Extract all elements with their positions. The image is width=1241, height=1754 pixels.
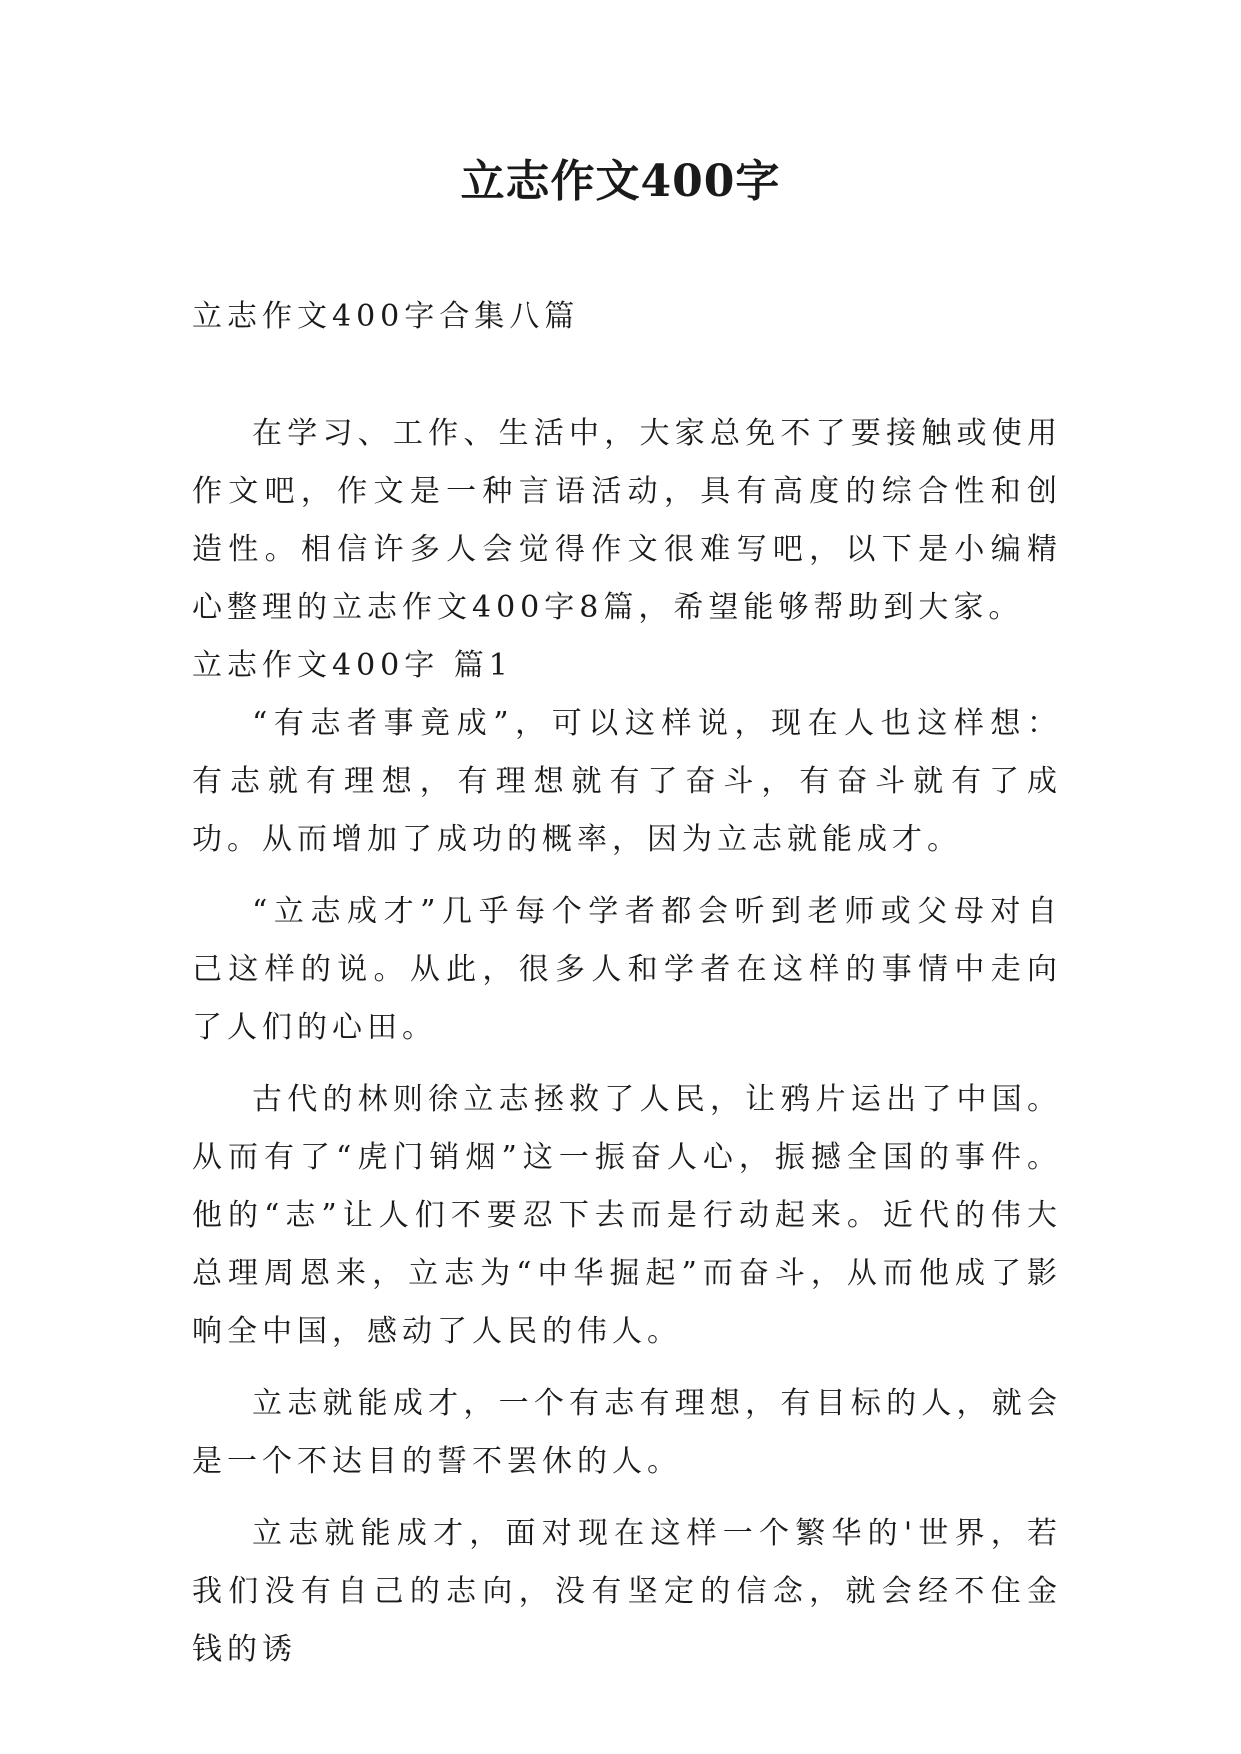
intro-paragraph: 在学习、工作、生活中，大家总免不了要接触或使用作文吧，作文是一种言语活动，具有高度的综合性和创造性。相信许多人会觉得作文很难写吧，以下是小编精心整理的立志作文400字8篇，希望能够帮助到大家。 (192, 416, 1062, 625)
body-paragraph: “有志者事竟成”，可以这样说，现在人也这样想：有志就有理想，有理想就有了奋斗，有奋斗就有了成功。从而增加了成功的概率，因为立志就能成才。 (192, 706, 1062, 857)
document-subtitle: 立志作文400字合集八篇 (192, 299, 580, 334)
body-paragraph: 立志就能成才，一个有志有理想，有目标的人，就会是一个不达目的誓不罢休的人。 (192, 1386, 1062, 1479)
document-title: 立志作文400字 (460, 156, 781, 207)
section-heading: 立志作文400字 篇1 (192, 648, 513, 683)
body-paragraph: “立志成才”几乎每个学者都会听到老师或父母对自己这样的说。从此，很多人和学者在这样的事情中走向了人们的心田。 (192, 894, 1062, 1045)
body-paragraph: 古代的林则徐立志拯救了人民，让鸦片运出了中国。从而有了“虎门销烟”这一振奋人心，振撼全国的事件。他的“志”让人们不要忍下去而是行动起来。近代的伟大总理周恩来，立志为“中华掘起”而奋斗，从而他成了影响全中国，感动了人民的伟人。 (192, 1082, 1062, 1349)
body-paragraph: 立志就能成才，面对现在这样一个繁华的'世界，若我们没有自己的志向，没有坚定的信念，就会经不住金钱的诱 (192, 1516, 1062, 1667)
blank-line (192, 347, 1062, 405)
document-body (192, 287, 1062, 1679)
